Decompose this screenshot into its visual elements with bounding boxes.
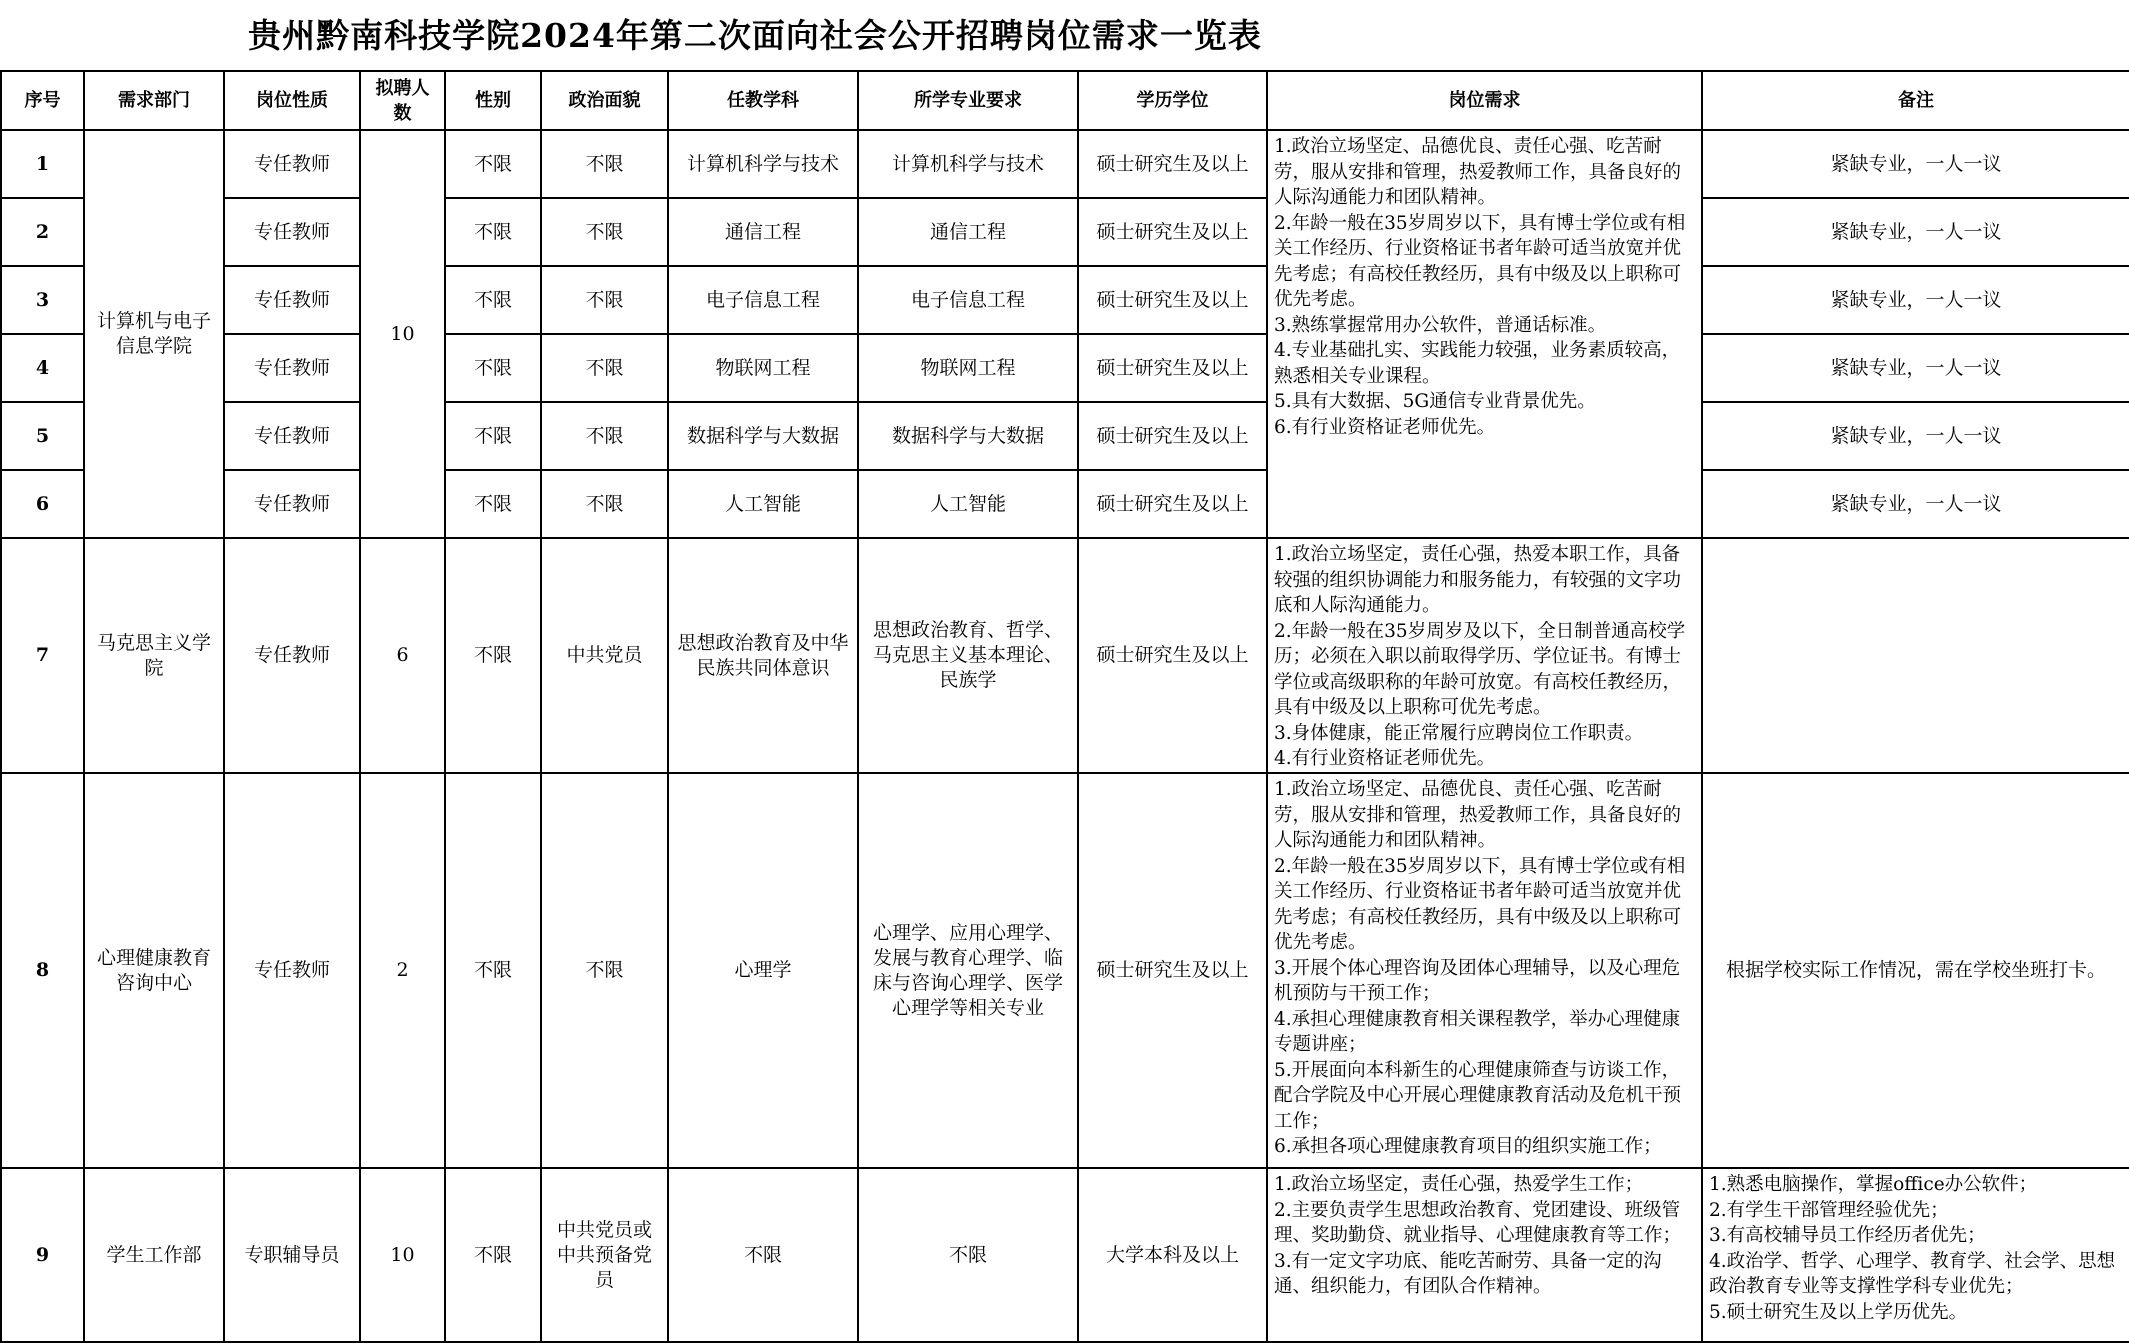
row-major: 数据科学与大数据 [858,402,1078,470]
row-degree: 硕士研究生及以上 [1078,130,1267,198]
requirements-text: 1.政治立场坚定，责任心强，热爱本职工作，具备较强的组织协调能力和服务能力，有较强的文字功底和人际沟通能力。 2.年龄一般在35岁周岁及以下，全日制普通高校学历；必须在入职以前取得学历、学位证书。有博士学位或高级职称的年龄可放宽。有高校任教经历，具有中级及以上职称可优先考虑。 3.身体健康，能正常履行应聘岗位工作职责。 4.有行业资格证老师优先。 [1274,544,1686,767]
table-row [1,334,2129,402]
row-note: 根据学校实际工作情况，需在学校坐班打卡。 [1702,773,2129,1168]
table-row [1,266,2129,334]
row-degree: 硕士研究生及以上 [1078,538,1267,773]
row-politics: 中共党员或中共预备党员 [541,1168,668,1342]
row-seq: 5 [1,402,84,470]
row-gender: 不限 [445,402,541,470]
row-gender: 不限 [445,334,541,402]
header-note: 备注 [1702,71,2129,130]
row-subject: 计算机科学与技术 [668,130,858,198]
row-nature: 专任教师 [224,266,360,334]
header-degree: 学历学位 [1078,71,1267,130]
table-row [1,130,2129,198]
header-seq: 序号 [1,71,84,130]
row-politics: 不限 [541,130,668,198]
header-gender: 性别 [445,71,541,130]
row-nature: 专任教师 [224,773,360,1168]
row-major: 通信工程 [858,198,1078,266]
table-row [1,773,2129,1168]
row-degree: 硕士研究生及以上 [1078,334,1267,402]
recruitment-table [0,70,2129,1343]
row-nature: 专任教师 [224,130,360,198]
row-dept: 学生工作部 [84,1168,224,1342]
requirements-text: 1.政治立场坚定、品德优良、责任心强、吃苦耐劳，服从安排和管理，热爱教师工作，具备良好的人际沟通能力和团队精神。 2.年龄一般在35岁周岁以下，具有博士学位或有相关工作经历、行业资格证书者年龄可适当放宽并优先考虑；有高校任教经历，具有中级及以上职称可优先考虑。 3.熟练掌握常用办公软件，普通话标准。 4.专业基础扎实、实践能力较强，业务素质较高，熟悉相关专业课程。 5.具有大数据、5G通信专业背景优先。 6.有行业资格证老师优先。 [1274,136,1686,438]
row-politics: 不限 [541,334,668,402]
row-nature: 专任教师 [224,470,360,538]
row-gender: 不限 [445,470,541,538]
row-subject: 心理学 [668,773,858,1168]
header-major: 所学专业要求 [858,71,1078,130]
row-major: 心理学、应用心理学、发展与教育心理学、临床与咨询心理学、医学心理学等相关专业 [858,773,1078,1168]
row-degree: 硕士研究生及以上 [1078,266,1267,334]
row-seq: 7 [1,538,84,773]
row-degree: 硕士研究生及以上 [1078,402,1267,470]
row-degree: 大学本科及以上 [1078,1168,1267,1342]
table-row [1,470,2129,538]
row-gender: 不限 [445,130,541,198]
row-note [1702,538,2129,773]
row-seq: 3 [1,266,84,334]
row-seq: 2 [1,198,84,266]
row-dept: 计算机与电子信息学院 [84,130,224,538]
row-seq: 4 [1,334,84,402]
row-nature: 专任教师 [224,334,360,402]
row-dept: 马克思主义学院 [84,538,224,773]
row-subject: 不限 [668,1168,858,1342]
row-requirements [1267,538,1702,773]
row-major: 计算机科学与技术 [858,130,1078,198]
row-subject: 电子信息工程 [668,266,858,334]
row-requirements [1267,1168,1702,1342]
row-subject: 思想政治教育及中华民族共同体意识 [668,538,858,773]
row-seq: 1 [1,130,84,198]
requirements-text: 1.政治立场坚定、品德优良、责任心强、吃苦耐劳，服从安排和管理，热爱教师工作，具备良好的人际沟通能力和团队精神。 2.年龄一般在35岁周岁以下，具有博士学位或有相关工作经历、行业资格证书者年龄可适当放宽并优先考虑；有高校任教经历，具有中级及以上职称可优先考虑。 3.开展个体心理咨询及团体心理辅导，以及心理危机预防与干预工作； 4.承担心理健康教育相关课程教学，举办心理健康专题讲座； 5.开展面向本科新生的心理健康筛查与访谈工作，配合学院及中心开展心理健康教育活动及危机干预工作； 6.承担各项心理健康教育项目的组织实施工作； [1274,779,1686,1157]
row-note: 紧缺专业，一人一议 [1702,130,2129,198]
header-subject: 任教学科 [668,71,858,130]
note-text: 1.熟悉电脑操作，掌握office办公软件； 2.有学生干部管理经验优先； 3.有高校辅导员工作经历者优先； 4.政治学、哲学、心理学、教育学、社会学、思想政治教育专业等支撑性学科专业优先； 5.硕士研究生及以上学历优先。 [1709,1174,2116,1323]
row-requirements [1267,773,1702,1168]
row-politics: 不限 [541,402,668,470]
page-title: 贵州黔南科技学院2024年第二次面向社会公开招聘岗位需求一览表 [248,16,1262,55]
row-count: 2 [360,773,445,1168]
row-count: 6 [360,538,445,773]
row-dept: 心理健康教育咨询中心 [84,773,224,1168]
row-major: 不限 [858,1168,1078,1342]
header-nature: 岗位性质 [224,71,360,130]
row-nature: 专任教师 [224,402,360,470]
row-degree: 硕士研究生及以上 [1078,470,1267,538]
row-politics: 不限 [541,773,668,1168]
row-major: 电子信息工程 [858,266,1078,334]
row-seq: 6 [1,470,84,538]
row-requirements [1267,130,1702,538]
row-note: 紧缺专业，一人一议 [1702,402,2129,470]
table-row [1,1168,2129,1342]
row-nature: 专任教师 [224,198,360,266]
row-note: 紧缺专业，一人一议 [1702,470,2129,538]
table-row [1,538,2129,773]
header-requirements: 岗位需求 [1267,71,1702,130]
row-note: 紧缺专业，一人一议 [1702,266,2129,334]
row-politics: 中共党员 [541,538,668,773]
table-row [1,402,2129,470]
row-major: 思想政治教育、哲学、马克思主义基本理论、民族学 [858,538,1078,773]
row-subject: 物联网工程 [668,334,858,402]
row-count: 10 [360,1168,445,1342]
row-politics: 不限 [541,470,668,538]
table-row [1,198,2129,266]
row-nature: 专任教师 [224,538,360,773]
row-count: 10 [360,130,445,538]
row-gender: 不限 [445,198,541,266]
header-dept: 需求部门 [84,71,224,130]
header-row [1,71,2129,130]
header-politics: 政治面貌 [541,71,668,130]
row-seq: 9 [1,1168,84,1342]
row-nature: 专职辅导员 [224,1168,360,1342]
row-politics: 不限 [541,266,668,334]
row-degree: 硕士研究生及以上 [1078,773,1267,1168]
row-degree: 硕士研究生及以上 [1078,198,1267,266]
row-gender: 不限 [445,1168,541,1342]
row-subject: 通信工程 [668,198,858,266]
row-subject: 数据科学与大数据 [668,402,858,470]
row-gender: 不限 [445,538,541,773]
row-gender: 不限 [445,773,541,1168]
row-politics: 不限 [541,198,668,266]
row-note: 紧缺专业，一人一议 [1702,198,2129,266]
row-gender: 不限 [445,266,541,334]
row-subject: 人工智能 [668,470,858,538]
row-seq: 8 [1,773,84,1168]
row-note [1702,1168,2129,1342]
row-note: 紧缺专业，一人一议 [1702,334,2129,402]
requirements-text: 1.政治立场坚定，责任心强，热爱学生工作； 2.主要负责学生思想政治教育、党团建设、班级管理、奖助勤贷、就业指导、心理健康教育等工作； 3.有一定文字功底、能吃苦耐劳、具备一定的沟通、组织能力，有团队合作精神。 [1274,1174,1682,1297]
row-major: 物联网工程 [858,334,1078,402]
header-count: 拟聘人数 [360,71,445,130]
row-major: 人工智能 [858,470,1078,538]
